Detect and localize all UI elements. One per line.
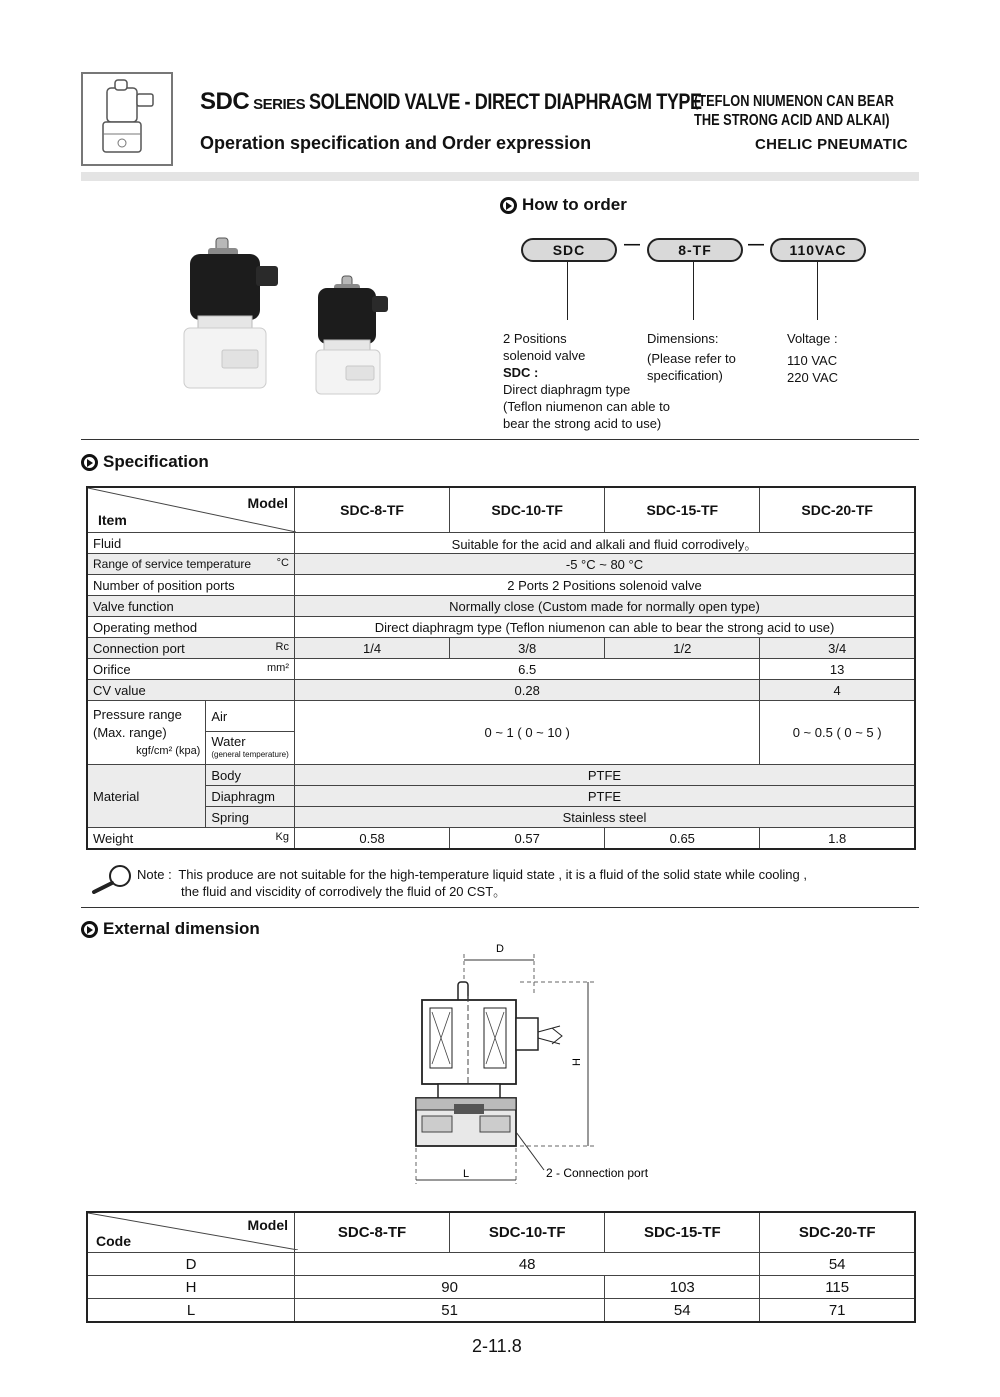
order-voltage-description: Voltage : 110 VAC 220 VAC	[787, 331, 839, 385]
spec-row-fluid: Fluid Suitable for the acid and alkali and fluid corrodively。	[87, 533, 915, 554]
order-leader-1	[567, 262, 568, 320]
section-play-icon	[81, 454, 98, 471]
order-series-description: 2 Positions solenoid valve SDC : Direct diaphragm type (Teflon niumenon can able to bear the strong acid to use)	[503, 331, 670, 431]
product-photo	[170, 230, 410, 410]
spec-row-weight: Weight Kg 0.58 0.57 0.65 1.8	[87, 828, 915, 850]
spec-model-15: SDC-15-TF	[605, 487, 760, 533]
small-valve-image	[316, 276, 388, 394]
label-h: H	[571, 1058, 583, 1066]
spec-row-cv: CV value 0.28 4	[87, 680, 915, 701]
spec-row-connection: Connection port Rc 1/4 3/8 1/2 3/4	[87, 638, 915, 659]
how-to-order-heading: How to order	[500, 195, 627, 215]
spec-row-ports: Number of position ports 2 Ports 2 Positions solenoid valve	[87, 575, 915, 596]
page-number: 2-11.8	[472, 1336, 522, 1356]
title-series: SERIES	[253, 96, 306, 113]
spec-row-temperature: Range of service temperature °C -5 °C ~ 80 °C	[87, 554, 915, 575]
dim-row-d: D 48 54	[87, 1253, 915, 1276]
spec-model-8: SDC-8-TF	[295, 487, 450, 533]
large-valve-image	[184, 238, 278, 388]
dim-row-h: H 90 103 115	[87, 1276, 915, 1299]
dim-model-8: SDC-8-TF	[295, 1212, 450, 1253]
label-connection-port: 2 - Connection port	[546, 1166, 649, 1180]
dim-corner-cell: Model Code	[87, 1212, 295, 1253]
label-d: D	[496, 943, 504, 955]
dim-model-10: SDC-10-TF	[450, 1212, 605, 1253]
spec-header-row	[87, 487, 915, 533]
dim-model-15: SDC-15-TF	[605, 1212, 760, 1253]
note-text: Note : This produce are not suitable for the high-temperature liquid state , it is a fluid of the solid state while cooling , the fluid and viscidity of corrodively the fluid of 20 CST。	[137, 867, 807, 899]
section-play-icon	[81, 921, 98, 938]
section-divider-1	[81, 439, 919, 440]
spec-corner-cell: Model Item	[87, 487, 295, 533]
spec-row-method: Operating method Direct diaphragm type (Teflon niumenon can able to bear the strong acid to use)	[87, 617, 915, 638]
title-note: (TEFLON NIUMENON CAN BEAR THE STRONG ACID AND ALKAI)	[694, 93, 894, 129]
external-dimension-heading: External dimension	[81, 919, 260, 939]
title-main: SOLENOID VALVE - DIRECT DIAPHRAGM TYPE	[309, 89, 702, 114]
order-code-voltage: 110VAC	[770, 238, 866, 262]
valve-thumbnail-icon	[83, 74, 171, 164]
spec-row-function: Valve function Normally close (Custom made for normally open type)	[87, 596, 915, 617]
pressure-label-cell: Pressure range (Max. range) kgf/cm² (kpa)	[87, 701, 206, 765]
dimension-drawing	[400, 936, 680, 1186]
brand-name: CHELIC PNEUMATIC	[755, 136, 908, 153]
spec-model-20: SDC-20-TF	[760, 487, 915, 533]
order-dash-1: —	[624, 236, 640, 253]
order-leader-3	[817, 262, 818, 320]
spec-row-orifice: Orifice mm² 6.5 13	[87, 659, 915, 680]
order-code-series: SDC	[521, 238, 617, 262]
spec-row-material-body: Material Body PTFE	[87, 765, 915, 786]
section-play-icon	[500, 197, 517, 214]
title-sdc: SDC	[200, 88, 250, 115]
spec-row-pressure-water: Water (general temperature)	[87, 732, 915, 765]
dimension-table	[86, 1211, 916, 1323]
order-code-dimension: 8-TF	[647, 238, 743, 262]
order-dimension-description: Dimensions: (Please refer to specification)	[647, 331, 736, 383]
dim-row-l: L 51 54 71	[87, 1299, 915, 1323]
product-thumbnail	[81, 72, 173, 166]
label-l: L	[463, 1168, 470, 1180]
header-divider	[81, 172, 919, 181]
spec-model-10: SDC-10-TF	[450, 487, 605, 533]
spec-row-material-spring: Spring Stainless steel	[87, 807, 915, 828]
specification-table	[86, 486, 916, 850]
spec-row-material-diaphragm: Diaphragm PTFE	[87, 786, 915, 807]
order-leader-2	[693, 262, 694, 320]
specification-heading: Specification	[81, 452, 209, 472]
dim-header-row	[87, 1212, 915, 1253]
magnifier-icon	[90, 862, 134, 894]
order-dash-2: —	[748, 236, 764, 253]
spec-row-pressure-air: Pressure range (Max. range) kgf/cm² (kpa) Air 0 ~ 1 ( 0 ~ 10 ) 0 ~ 0.5 ( 0 ~ 5 )	[87, 701, 915, 732]
page-subtitle: Operation specification and Order expression	[200, 133, 592, 153]
dim-model-20: SDC-20-TF	[760, 1212, 915, 1253]
section-divider-2	[81, 907, 919, 908]
